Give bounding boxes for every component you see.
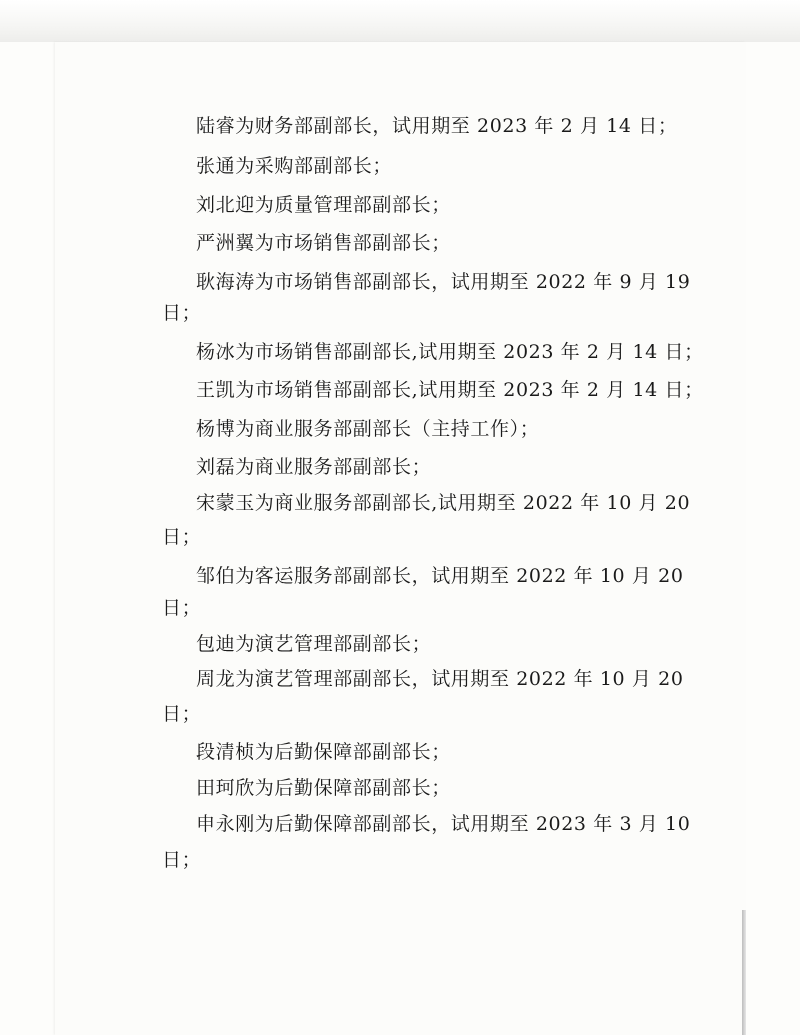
appointment-line-9: 刘磊为商业服务部副部长； (196, 456, 432, 478)
appointment-line-2: 张通为采购部副部长； (196, 155, 393, 177)
page-edge-shadow (742, 910, 746, 1035)
appointment-line-6: 杨冰为市场销售部副部长,试用期至 2023 年 2 月 14 日； (196, 341, 704, 363)
scan-top-margin (0, 0, 800, 42)
appointment-line-8: 杨博为商业服务部副部长（主持工作）； (196, 418, 540, 440)
appointment-line-16-cont: 日； (162, 849, 202, 871)
appointment-line-15: 田珂欣为后勤保障部副部长； (196, 777, 451, 799)
appointment-line-13-cont: 日； (162, 703, 202, 725)
appointment-line-1: 陆睿为财务部副部长，试用期至 2023 年 2 月 14 日； (196, 115, 678, 137)
appointment-line-11-cont: 日； (162, 597, 202, 619)
appointment-line-10-cont: 日； (162, 526, 202, 548)
appointment-line-13: 周龙为演艺管理部副部长，试用期至 2022 年 10 月 20 (196, 668, 684, 690)
appointment-line-3: 刘北迎为质量管理部副部长； (196, 194, 451, 216)
appointment-line-7: 王凯为市场销售部副部长,试用期至 2023 年 2 月 14 日； (196, 379, 704, 401)
appointment-line-5-cont: 日； (162, 302, 202, 324)
appointment-line-12: 包迪为演艺管理部副部长； (196, 633, 432, 655)
appointment-line-5: 耿海涛为市场销售部副部长，试用期至 2022 年 9 月 19 (196, 271, 691, 293)
appointment-line-14: 段清桢为后勤保障部副部长； (196, 741, 451, 763)
appointment-line-4: 严洲翼为市场销售部副部长； (196, 232, 451, 254)
document-page (55, 42, 745, 1035)
appointment-line-10: 宋蒙玉为商业服务部副部长,试用期至 2022 年 10 月 20 (196, 492, 691, 514)
appointment-line-11: 邹伯为客运服务部副部长，试用期至 2022 年 10 月 20 (196, 565, 684, 587)
appointment-line-16: 申永刚为后勤保障部副部长，试用期至 2023 年 3 月 10 (196, 813, 691, 835)
